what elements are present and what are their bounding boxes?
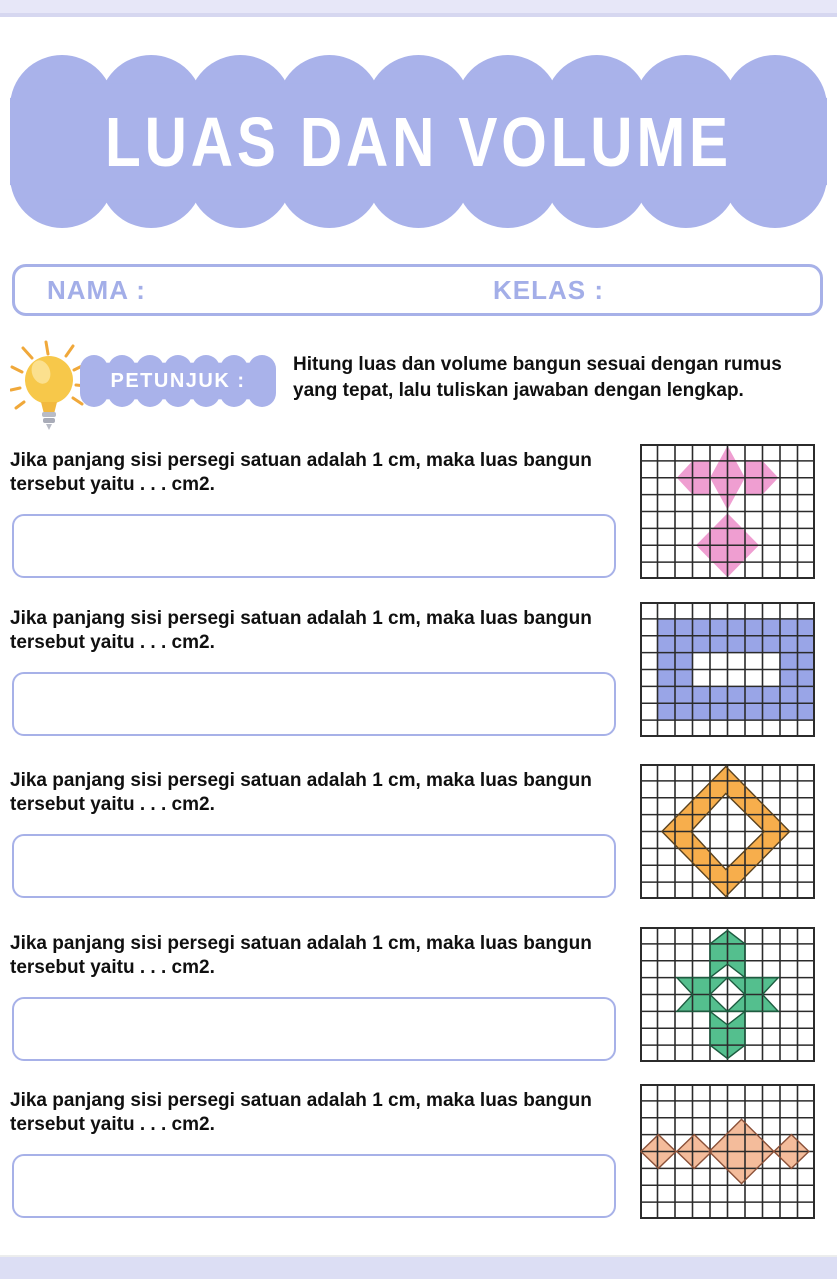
identity-box (12, 264, 823, 316)
class-input-area[interactable] (605, 275, 815, 305)
instructions-section (0, 338, 837, 433)
question-line2: tersebut yaitu . . . cm2. (10, 632, 215, 653)
answer-box[interactable] (12, 834, 616, 898)
question-line1: Jika panjang sisi persegi satuan adalah 1 cm, maka luas bangun (10, 1090, 592, 1111)
petunjuk-badge (80, 355, 276, 407)
unit-grid-figure-green (640, 927, 815, 1062)
question-block-4 (10, 932, 827, 1082)
question-line2: tersebut yaitu . . . cm2. (10, 794, 215, 815)
question-text (10, 932, 625, 980)
unit-grid-figure-orange (640, 764, 815, 899)
question-line2: tersebut yaitu . . . cm2. (10, 474, 215, 495)
name-label: NAMA : (47, 275, 146, 305)
question-block-5 (10, 1089, 827, 1239)
question-block-2 (10, 607, 827, 757)
question-text (10, 449, 625, 497)
answer-box[interactable] (12, 997, 616, 1061)
petunjuk-badge-label: PETUNJUK : (110, 369, 246, 392)
unit-grid-figure-blue (640, 602, 815, 737)
page-title: LUAS DAN VOLUME (105, 102, 732, 181)
question-line2: tersebut yaitu . . . cm2. (10, 957, 215, 978)
question-line2: tersebut yaitu . . . cm2. (10, 1114, 215, 1135)
unit-grid-figure-pink (640, 444, 815, 579)
question-block-1 (10, 449, 827, 599)
bottom-border-strip (0, 1255, 837, 1279)
name-input-area[interactable] (150, 275, 470, 305)
answer-box[interactable] (12, 672, 616, 736)
top-border-strip (0, 0, 837, 17)
unit-grid-figure-peach (640, 1084, 815, 1219)
question-text (10, 607, 625, 655)
instructions-text (293, 352, 833, 404)
question-line1: Jika panjang sisi persegi satuan adalah 1 cm, maka luas bangun (10, 450, 592, 471)
question-text (10, 1089, 625, 1137)
lightbulb-icon (10, 340, 88, 432)
question-line1: Jika panjang sisi persegi satuan adalah 1 cm, maka luas bangun (10, 933, 592, 954)
question-text (10, 769, 625, 817)
instructions-line2: yang tepat, lalu tuliskan jawaban dengan lengkap. (293, 380, 744, 401)
instructions-line1: Hitung luas dan volume bangun sesuai dengan rumus (293, 354, 782, 375)
answer-box[interactable] (12, 514, 616, 578)
class-label: KELAS : (493, 275, 604, 305)
answer-box[interactable] (12, 1154, 616, 1218)
question-block-3 (10, 769, 827, 919)
question-line1: Jika panjang sisi persegi satuan adalah 1 cm, maka luas bangun (10, 608, 592, 629)
question-line1: Jika panjang sisi persegi satuan adalah 1 cm, maka luas bangun (10, 770, 592, 791)
title-cloud-banner (10, 55, 827, 228)
